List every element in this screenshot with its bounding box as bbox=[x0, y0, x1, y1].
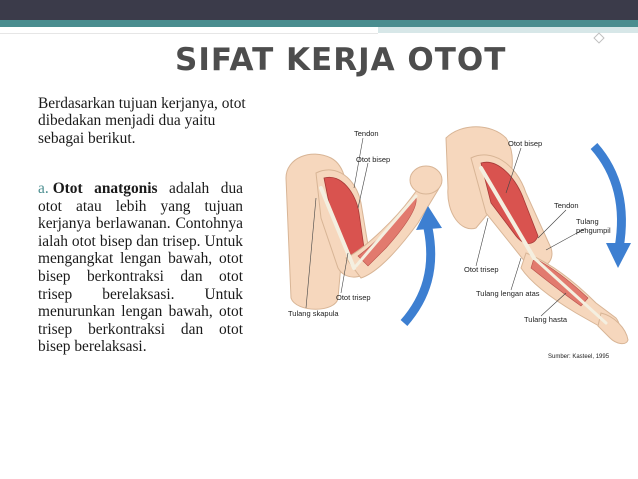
header-teal-band bbox=[0, 20, 638, 27]
label-lengan-atas: Tulang lengan atas bbox=[476, 289, 540, 298]
label-pengumpil-line1: Tulang bbox=[576, 217, 599, 226]
label-tendon-left: Tendon bbox=[354, 129, 379, 138]
header-thin-line bbox=[0, 33, 378, 34]
figure-source: Sumber: Kasteel, 1995 bbox=[548, 354, 610, 360]
point-text: adalah dua otot atau lebih yang tujuan kerjanya berlawanan. Contohnya ialah otot bisep dan trisep. Untuk mengangkat lengan bawah, otot bisep berkontraksi dan otot trisep berelaksasi. Untuk menurunkan lengan bawah, otot trisep berkontraksi dan otot bisep berelaksasi. bbox=[38, 180, 243, 356]
point-marker: a. bbox=[38, 180, 49, 197]
diamond-ornament-icon bbox=[593, 32, 604, 43]
left-up-arrow-icon bbox=[404, 228, 431, 323]
label-bisep-right: Otot bisep bbox=[508, 139, 543, 148]
label-hasta: Tulang hasta bbox=[524, 315, 568, 324]
intro-paragraph: Berdasarkan tujuan kerjanya, otot dibedakan menjadi dua yaitu sebagai berikut. bbox=[38, 95, 246, 147]
arm-muscle-illustration bbox=[276, 118, 631, 368]
right-arm-figure bbox=[446, 127, 631, 344]
header-dark-band bbox=[0, 0, 638, 20]
label-trisep-left: Otot trisep bbox=[336, 293, 371, 302]
label-trisep-right: Otot trisep bbox=[464, 265, 499, 274]
label-pengumpil bbox=[576, 217, 611, 235]
label-tendon-right: Tendon bbox=[554, 201, 579, 210]
label-bisep-left: Otot bisep bbox=[356, 155, 391, 164]
label-pengumpil-line2: pengumpil bbox=[576, 226, 611, 235]
point-term: Otot anatgonis bbox=[52, 180, 158, 197]
point-a-paragraph bbox=[38, 180, 243, 356]
slide-title: SIFAT KERJA OTOT bbox=[175, 42, 507, 78]
label-skapula: Tulang skapula bbox=[288, 309, 339, 318]
